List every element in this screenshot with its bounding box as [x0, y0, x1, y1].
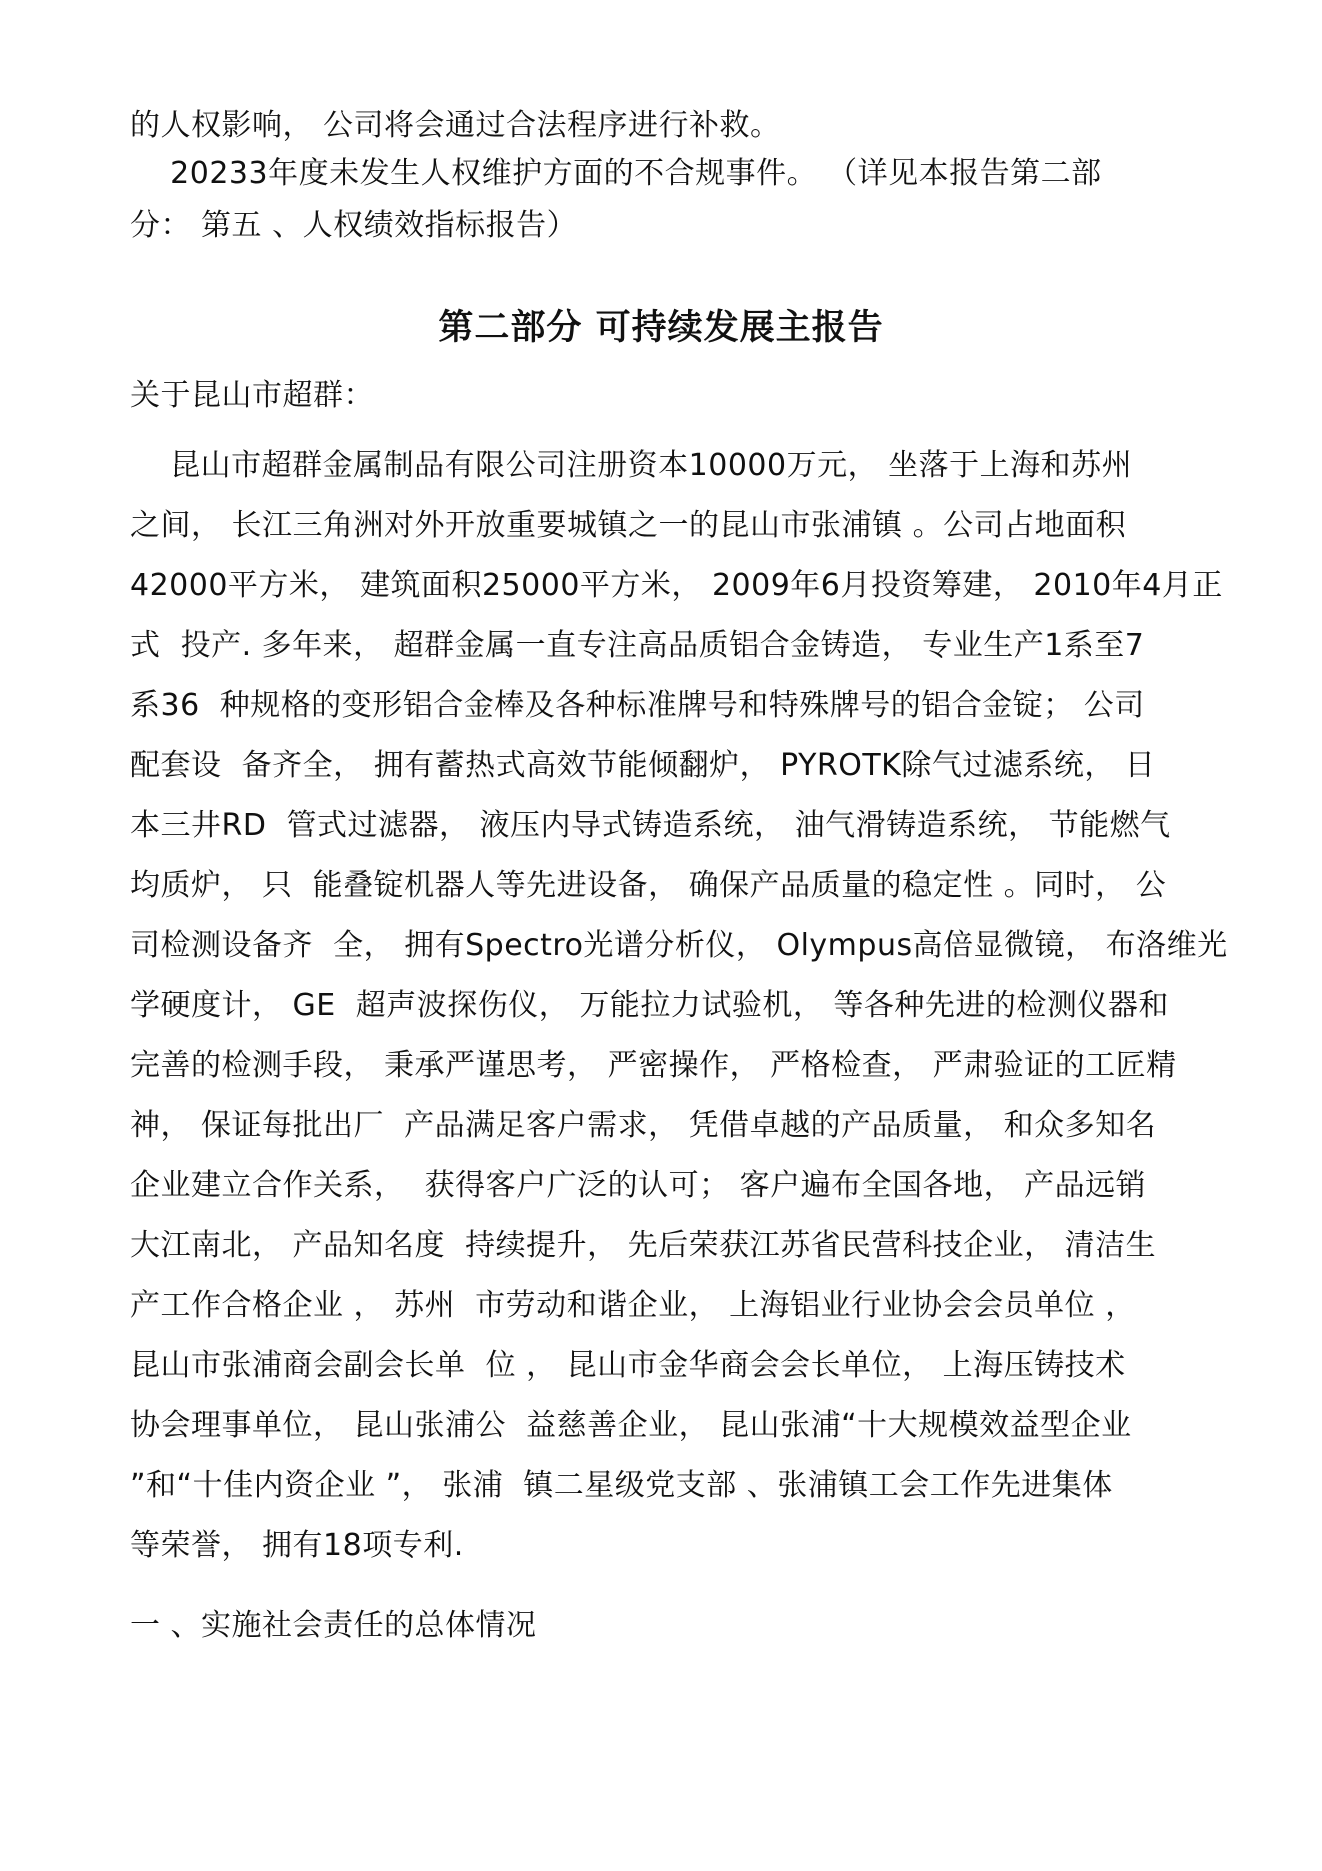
body-line: 产工作合格企业 ， 苏州 市劳动和谐企业， 上海铝业行业协会会员单位 ，: [130, 1288, 1136, 1323]
body-line: 神， 保证每批出厂 产品满足客户需求， 凭借卓越的产品质量， 和众多知名: [130, 1108, 1157, 1143]
body-line: 学硬度计， GE 超声波探伤仪， 万能拉力试验机， 等各种先进的检测仪器和: [130, 988, 1169, 1023]
body-line: 等荣誉， 拥有18项专利.: [130, 1528, 464, 1563]
body-line: ”和“十佳内资企业 ”， 张浦 镇二星级党支部 、张浦镇工会工作先进集体: [130, 1468, 1113, 1503]
intro-line-2: 20233年度未发生人权维护方面的不合规事件。 （详见本报告第二部: [130, 156, 1102, 191]
body-line: 式 投产. 多年来， 超群金属一直专注高品质铝合金铸造， 专业生产1系至7: [130, 628, 1145, 663]
body-line: 昆山市张浦商会副会长单 位 ， 昆山市金华商会会长单位， 上海压铸技术: [130, 1348, 1126, 1383]
body-line: 42000平方米， 建筑面积25000平方米， 2009年6月投资筹建， 2010年4月正: [130, 568, 1223, 603]
body-line: 大江南北， 产品知名度 持续提升， 先后荣获江苏省民营科技企业， 清洁生: [130, 1228, 1157, 1263]
body-line: 之间， 长江三角洲对外开放重要城镇之一的昆山市张浦镇 。公司占地面积: [130, 508, 1127, 543]
body-line: 系36 种规格的变形铝合金棒及各种标准牌号和特殊牌号的铝合金锭； 公司: [130, 688, 1145, 723]
body-line: 昆山市超群金属制品有限公司注册资本10000万元， 坐落于上海和苏州: [130, 448, 1133, 483]
section-title: 第二部分 可持续发展主报告: [438, 308, 884, 348]
body-line: 均质炉， 只 能叠锭机器人等先进设备， 确保产品质量的稳定性 。同时， 公: [130, 868, 1167, 903]
body-line: 协会理事单位， 昆山张浦公 益慈善企业， 昆山张浦“十大规模效益型企业: [130, 1408, 1132, 1443]
intro-line-1: 的人权影响， 公司将会通过合法程序进行补救。: [130, 108, 781, 143]
body-line: 企业建立合作关系， 获得客户广泛的认可； 客户遍布全国各地， 产品远销: [130, 1168, 1147, 1203]
body-line: 司检测设备齐 全， 拥有Spectro光谱分析仪， Olympus高倍显微镜， 布洛维光: [130, 928, 1228, 963]
subsection-heading: 一 、实施社会责任的总体情况: [130, 1608, 537, 1643]
body-line: 本三井RD 管式过滤器， 液压内导式铸造系统， 油气滑铸造系统， 节能燃气: [130, 808, 1171, 843]
about-heading: 关于昆山市超群：: [130, 378, 374, 413]
body-line: 配套设 备齐全， 拥有蓄热式高效节能倾翻炉， PYROTK除气过滤系统， 日: [130, 748, 1156, 783]
body-line: 完善的检测手段， 秉承严谨思考， 严密操作， 严格检查， 严肃验证的工匠精: [130, 1048, 1177, 1083]
intro-line-3: 分： 第五 、人权绩效指标报告）: [130, 208, 578, 243]
